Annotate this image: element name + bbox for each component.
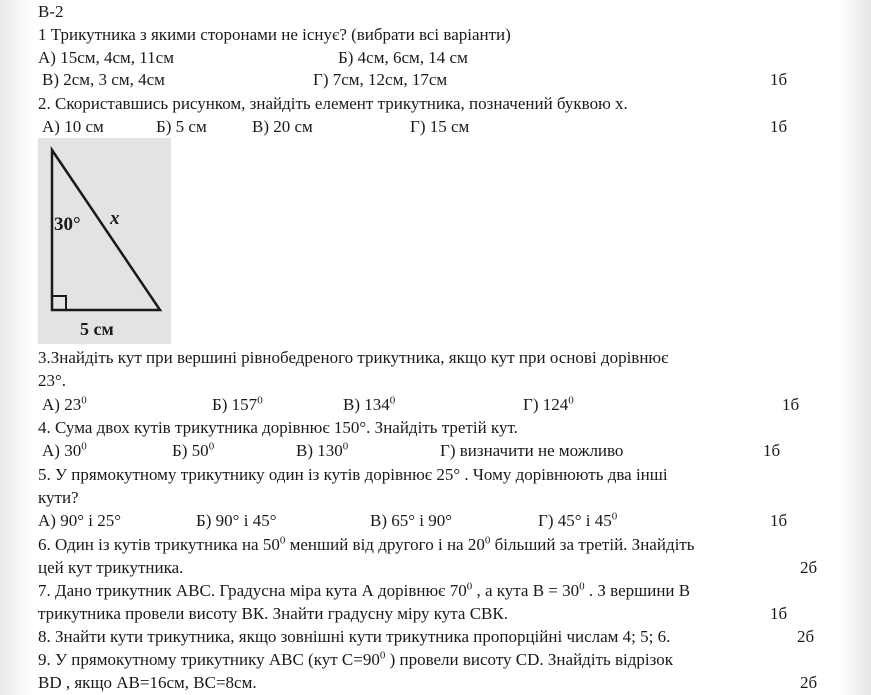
q3-text: 3.Знайдіть кут при вершині рівнобедреного трикутника, якщо кут при основі дорівнює — [38, 348, 669, 367]
q4-text: 4. Сума двох кутів трикутника дорівнює 150°. Знайдіть третій кут. — [38, 418, 518, 437]
q9-points: 2б — [800, 673, 818, 692]
q5-option-a: А) 90° і 25° — [38, 511, 122, 530]
q3-option-c: В) $134^0$ — [343, 394, 396, 414]
q1-option-b: Б) 4см, 6см, 14 см — [338, 48, 468, 67]
q7-text: 7. Дано трикутник АВС. Градусна міра кута А дорівнює $70^0$ , а кута $В = 30^0$ . З вершини В — [38, 580, 691, 600]
q1-option-c: В) 2см, 3 см, 4см — [42, 70, 165, 89]
q5-option-b: Б) 90° і 45° — [196, 511, 277, 530]
q5-option-c: В) 65° і 90° — [370, 511, 453, 530]
q3-option-b: Б) $157^0$ — [212, 394, 263, 414]
q6-text-continued: цей кут трикутника. — [38, 558, 184, 577]
q2-points: 1б — [770, 117, 788, 136]
q7-text-continued: трикутника провели висоту ВК. Знайти градусну міру кута СВК. — [38, 604, 508, 623]
q5-text: 5. У прямокутному трикутнику один із кутів дорівнює 25° . Чому дорівнюють два інші — [38, 465, 668, 484]
right-angle-marker — [52, 296, 66, 310]
hypotenuse-label: x — [110, 208, 120, 229]
q6-text: 6. Один із кутів трикутника на $50^0$ менший від другого і на $20^0$ більший за третій. Знайдіть — [38, 534, 695, 554]
q1-points: 1б — [770, 70, 788, 89]
q2-text: 2. Скориставшись рисунком, знайдіть елемент трикутника, позначений буквою х. — [38, 94, 628, 113]
q1-option-a: А) 15см, 4см, 11см — [38, 48, 174, 67]
q6-points: 2б — [800, 558, 818, 577]
q9-text: 9. У прямокутному трикутнику АВС (кут $С=90^0$ ) провели висоту CD. Знайдіть відрізок — [38, 649, 673, 669]
q2-option-a: А) 10 см — [42, 117, 104, 136]
q5-text-continued: кути? — [38, 488, 79, 507]
q3-points: 1б — [782, 395, 800, 414]
q4-option-d: Г) визначити не можливо — [440, 441, 624, 460]
q3-text-continued: 23°. — [38, 371, 67, 390]
q4-points: 1б — [763, 441, 781, 460]
q8-points: 2б — [797, 627, 815, 646]
angle-label: 30° — [54, 214, 81, 235]
q5-option-d: Г) 45° і $45^0$ — [538, 510, 618, 530]
q8-text: 8. Знайти кути трикутника, якщо зовнішні кути трикутника пропорційні числам 4; 5; 6. — [38, 627, 671, 646]
left-edge-shade — [0, 0, 32, 695]
right-triangle-figure — [38, 138, 171, 344]
triangle-diagram — [38, 138, 171, 344]
q2-option-d: Г) 15 см — [410, 117, 470, 136]
q2-option-b: Б) 5 см — [156, 117, 207, 136]
q4-option-b: Б) $50^0$ — [172, 440, 215, 460]
q1-text: 1 Трикутника з якими сторонами не існує? (вибрати всі варіанти) — [38, 25, 511, 44]
base-label: 5 см — [80, 319, 114, 339]
q4-option-c: В) $130^0$ — [296, 440, 349, 460]
q1-option-d: Г) 7см, 12см, 17см — [313, 70, 448, 89]
variant-header: В-2 — [38, 2, 64, 21]
q3-option-d: Г) $124^0$ — [523, 394, 574, 414]
right-edge-shade — [839, 0, 871, 695]
q4-option-a: А) $30^0$ — [42, 440, 87, 460]
q5-points: 1б — [770, 511, 788, 530]
q7-points: 1б — [770, 604, 788, 623]
q3-option-a: А) $23^0$ — [42, 394, 87, 414]
q2-option-c: В) 20 см — [252, 117, 313, 136]
q9-text-continued: BD , якщо АВ=16см, ВС=8см. — [38, 673, 257, 692]
